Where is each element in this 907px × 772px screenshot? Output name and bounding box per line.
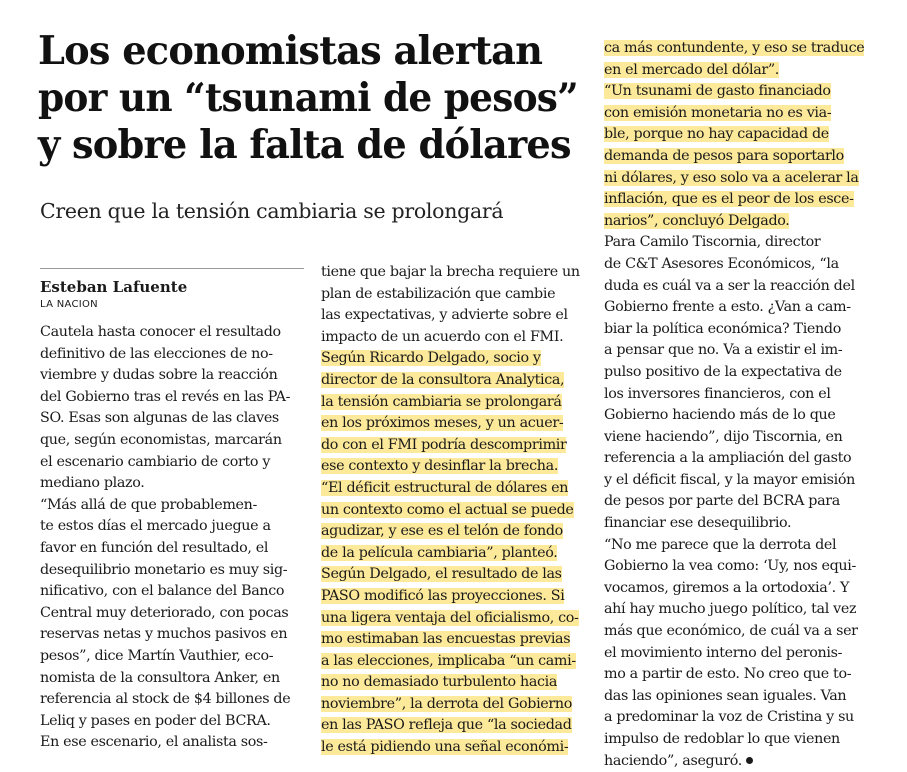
highlighted-text: un contexto como el actual se puede — [321, 501, 574, 518]
text-line — [321, 262, 587, 284]
text-line — [321, 586, 587, 608]
text-line — [604, 535, 876, 557]
text-line — [40, 516, 304, 538]
headline-line: Los economistas alertan — [38, 28, 543, 74]
text-line — [40, 387, 304, 409]
body-text: el movimiento interno del peronis- — [604, 644, 843, 661]
body-text: favor en función del resultado, el — [40, 539, 269, 556]
text-line — [604, 621, 876, 643]
article-column-2 — [321, 262, 587, 759]
text-line — [40, 430, 304, 452]
body-text: Central muy deteriorado, con pocas — [40, 604, 289, 621]
body-text: financiar ese desequilibrio. — [604, 515, 792, 532]
highlighted-text: director de la consultora Analytica, — [321, 371, 565, 388]
body-text: En ese escenario, el analista sos- — [40, 734, 268, 751]
highlighted-text: ca más contundente, y eso se traduce — [604, 40, 865, 56]
body-text: desequilibrio monetario es muy sig- — [40, 561, 288, 578]
text-line — [604, 146, 876, 168]
text-line — [604, 319, 876, 341]
byline-divider — [40, 268, 304, 269]
headline — [38, 28, 588, 169]
text-line — [321, 392, 587, 414]
body-text: referencia al stock de $4 billones de — [40, 691, 291, 708]
text-line — [321, 737, 587, 759]
text-line — [604, 340, 876, 362]
text-line — [321, 694, 587, 716]
text-line — [604, 729, 876, 751]
text-line — [321, 672, 587, 694]
text-line — [604, 491, 876, 513]
body-text: de pesos por parte del BCRA para — [604, 493, 840, 510]
author-name: Esteban Lafuente — [40, 278, 188, 296]
text-line — [604, 707, 876, 729]
text-line — [321, 543, 587, 565]
text-line — [604, 405, 876, 427]
body-text: Gobierno frente a esto. ¿Van a cam- — [604, 299, 851, 316]
body-text: las expectativas, y advierte sobre el — [321, 307, 568, 324]
text-line — [40, 365, 304, 387]
text-line — [321, 629, 587, 651]
body-text: ahí hay mucho juego político, tal vez — [604, 601, 857, 618]
body-text: “No me parece que la derrota del — [604, 536, 837, 553]
highlighted-text: ble, porque no hay capacidad de — [604, 126, 829, 143]
body-text: tiene que bajar la brecha requiere un — [321, 264, 580, 280]
body-text: los inversores financieros, con el — [604, 385, 831, 402]
text-line — [40, 344, 304, 366]
text-line — [321, 370, 587, 392]
body-text: del Gobierno tras el revés en las PA- — [40, 388, 291, 405]
body-text: biar la política económica? Tiendo — [604, 320, 841, 337]
highlighted-text: inflación, que es el peor de los esce- — [604, 191, 854, 208]
body-text: mediano plazo. — [40, 475, 145, 492]
body-text: pulso positivo de la expectativa de — [604, 363, 842, 380]
end-mark-icon — [746, 757, 753, 764]
body-text: viene haciendo”, dijo Tiscornia, en — [604, 428, 843, 445]
body-text: el escenario cambiario de corto y — [40, 453, 271, 470]
text-line — [604, 556, 876, 578]
body-text: y el déficit fiscal, y la mayor emisión — [604, 471, 856, 488]
text-line — [604, 232, 876, 254]
highlighted-text: narios”, concluyó Delgado. — [604, 212, 790, 229]
body-text: Para Camilo Tiscornia, director — [604, 234, 821, 251]
body-text: reservas netas y muchos pasivos en — [40, 626, 288, 643]
text-line — [604, 276, 876, 298]
body-text: pesos”, dice Martín Vauthier, eco- — [40, 647, 274, 664]
text-line — [604, 686, 876, 708]
text-line — [40, 473, 304, 495]
text-line — [321, 608, 587, 630]
highlighted-text: Según Delgado, el resultado de las — [321, 566, 562, 583]
highlighted-text: en el mercado del dólar”. — [604, 61, 780, 78]
text-line — [40, 646, 304, 668]
text-line — [40, 560, 304, 582]
text-line — [604, 211, 876, 233]
highlighted-text: la tensión cambiaria se prolongará — [321, 393, 562, 410]
body-text: duda es cuál va a ser la reacción del — [604, 277, 855, 294]
highlighted-text: con emisión monetaria no es via- — [604, 104, 832, 121]
text-line — [604, 362, 876, 384]
highlighted-text: do con el FMI podría descomprimir — [321, 436, 567, 453]
body-text: impulso de redoblar lo que vienen — [604, 731, 840, 747]
text-line — [321, 348, 587, 370]
text-line — [321, 456, 587, 478]
text-line — [40, 452, 304, 474]
body-text: Gobierno la vea como: ‘Uy, nos equi- — [604, 558, 856, 575]
highlighted-text: “El déficit estructural de dólares en — [321, 479, 569, 496]
text-line — [40, 668, 304, 690]
highlighted-text: de la película cambiaria”, planteó. — [321, 544, 558, 561]
text-line — [604, 448, 876, 470]
highlighted-text: agudizar, y ese es el telón de fondo — [321, 523, 563, 540]
body-text: nificativo, con el balance del Banco — [40, 583, 285, 600]
text-line — [40, 322, 304, 344]
text-line — [321, 413, 587, 435]
highlighted-text: ese contexto y desinflar la brecha. — [321, 458, 559, 475]
text-line — [321, 564, 587, 586]
body-text: que, según economistas, marcarán — [40, 431, 282, 448]
text-line — [40, 711, 304, 733]
text-line — [40, 624, 304, 646]
text-line — [321, 305, 587, 327]
highlighted-text: mo estimaban las encuestas previas — [321, 631, 571, 648]
body-text: mo a partir de esto. No creo que to- — [604, 666, 852, 683]
highlighted-text: no no demasiado turbulento hacia — [321, 674, 558, 691]
text-line — [321, 327, 587, 349]
body-text: a predominar la voz de Cristina y su — [604, 709, 854, 726]
subheadline: Creen que la tensión cambiaria se prolongará — [40, 199, 504, 223]
text-line — [321, 435, 587, 457]
body-text: nomista de la consultora Anker, en — [40, 669, 280, 686]
text-line — [604, 578, 876, 600]
text-line — [604, 103, 876, 125]
body-text: de C&T Asesores Económicos, “la — [604, 255, 839, 272]
text-line — [40, 689, 304, 711]
body-text: “Más allá de que probablemen- — [40, 496, 257, 513]
text-line — [604, 124, 876, 146]
body-text: a pensar que no. Va a existir el im- — [604, 342, 843, 359]
text-line — [321, 651, 587, 673]
highlighted-text: una ligera ventaja del oficialismo, co- — [321, 609, 579, 626]
text-line — [604, 254, 876, 276]
text-line — [604, 81, 876, 103]
text-line — [604, 751, 876, 772]
text-line — [321, 715, 587, 737]
highlighted-text: en las PASO refleja que “la sociedad — [321, 717, 572, 734]
text-line — [321, 500, 587, 522]
text-line — [321, 521, 587, 543]
text-line — [40, 581, 304, 603]
highlighted-text: ni dólares, y eso solo va a acelerar la — [604, 169, 859, 186]
text-line — [604, 470, 876, 492]
body-text: SO. Esas son algunas de las claves — [40, 410, 279, 427]
text-line — [40, 538, 304, 560]
body-text: Gobierno haciendo más de lo que — [604, 407, 836, 424]
outlet-name: LA NACION — [40, 299, 98, 310]
text-line — [604, 297, 876, 319]
highlighted-text: “Un tsunami de gasto financiado — [604, 83, 831, 100]
highlighted-text: Según Ricardo Delgado, socio y — [321, 350, 541, 367]
text-line — [40, 408, 304, 430]
article-column-1 — [40, 322, 304, 754]
article-column-3 — [604, 38, 876, 772]
body-text: impacto de un acuerdo con el FMI. — [321, 328, 564, 345]
text-line — [604, 643, 876, 665]
text-line — [321, 284, 587, 306]
text-line — [604, 60, 876, 82]
text-line — [604, 38, 876, 60]
body-text: Cautela hasta conocer el resultado — [40, 324, 281, 340]
text-line — [604, 427, 876, 449]
body-text: plan de estabilización que cambie — [321, 285, 556, 302]
body-text: te estos días el mercado juegue a — [40, 518, 271, 535]
body-text: das las opiniones sean iguales. Van — [604, 687, 847, 704]
body-text: vocamos, giremos a la ortodoxia’. Y — [604, 579, 850, 596]
body-text: más que económico, de cuál va a ser — [604, 623, 858, 640]
text-line — [40, 732, 304, 754]
text-line — [604, 664, 876, 686]
highlighted-text: a las elecciones, implicaba “un cami- — [321, 652, 576, 669]
body-text: Leliq y pases en poder del BCRA. — [40, 712, 271, 729]
text-line — [321, 478, 587, 500]
text-line — [604, 384, 876, 406]
highlighted-text: PASO modificó las proyecciones. Si — [321, 587, 565, 604]
body-text: definitivo de las elecciones de no- — [40, 345, 273, 362]
text-line — [604, 189, 876, 211]
highlighted-text: demanda de pesos para soportarlo — [604, 147, 844, 164]
headline-line: por un “tsunami de pesos” — [38, 75, 578, 121]
text-line — [40, 495, 304, 517]
body-text: haciendo”, aseguró. — [604, 752, 742, 769]
highlighted-text: le está pidiendo una señal económi- — [321, 739, 569, 756]
text-line — [604, 513, 876, 535]
text-line — [40, 603, 304, 625]
body-text: viembre y dudas sobre la reacción — [40, 367, 278, 384]
text-line — [604, 168, 876, 190]
highlighted-text: en los próximos meses, y un acuer- — [321, 415, 564, 432]
body-text: referencia a la ampliación del gasto — [604, 450, 852, 467]
headline-line: y sobre la falta de dólares — [38, 122, 571, 168]
highlighted-text: noviembre”, la derrota del Gobierno — [321, 695, 573, 712]
text-line — [604, 599, 876, 621]
